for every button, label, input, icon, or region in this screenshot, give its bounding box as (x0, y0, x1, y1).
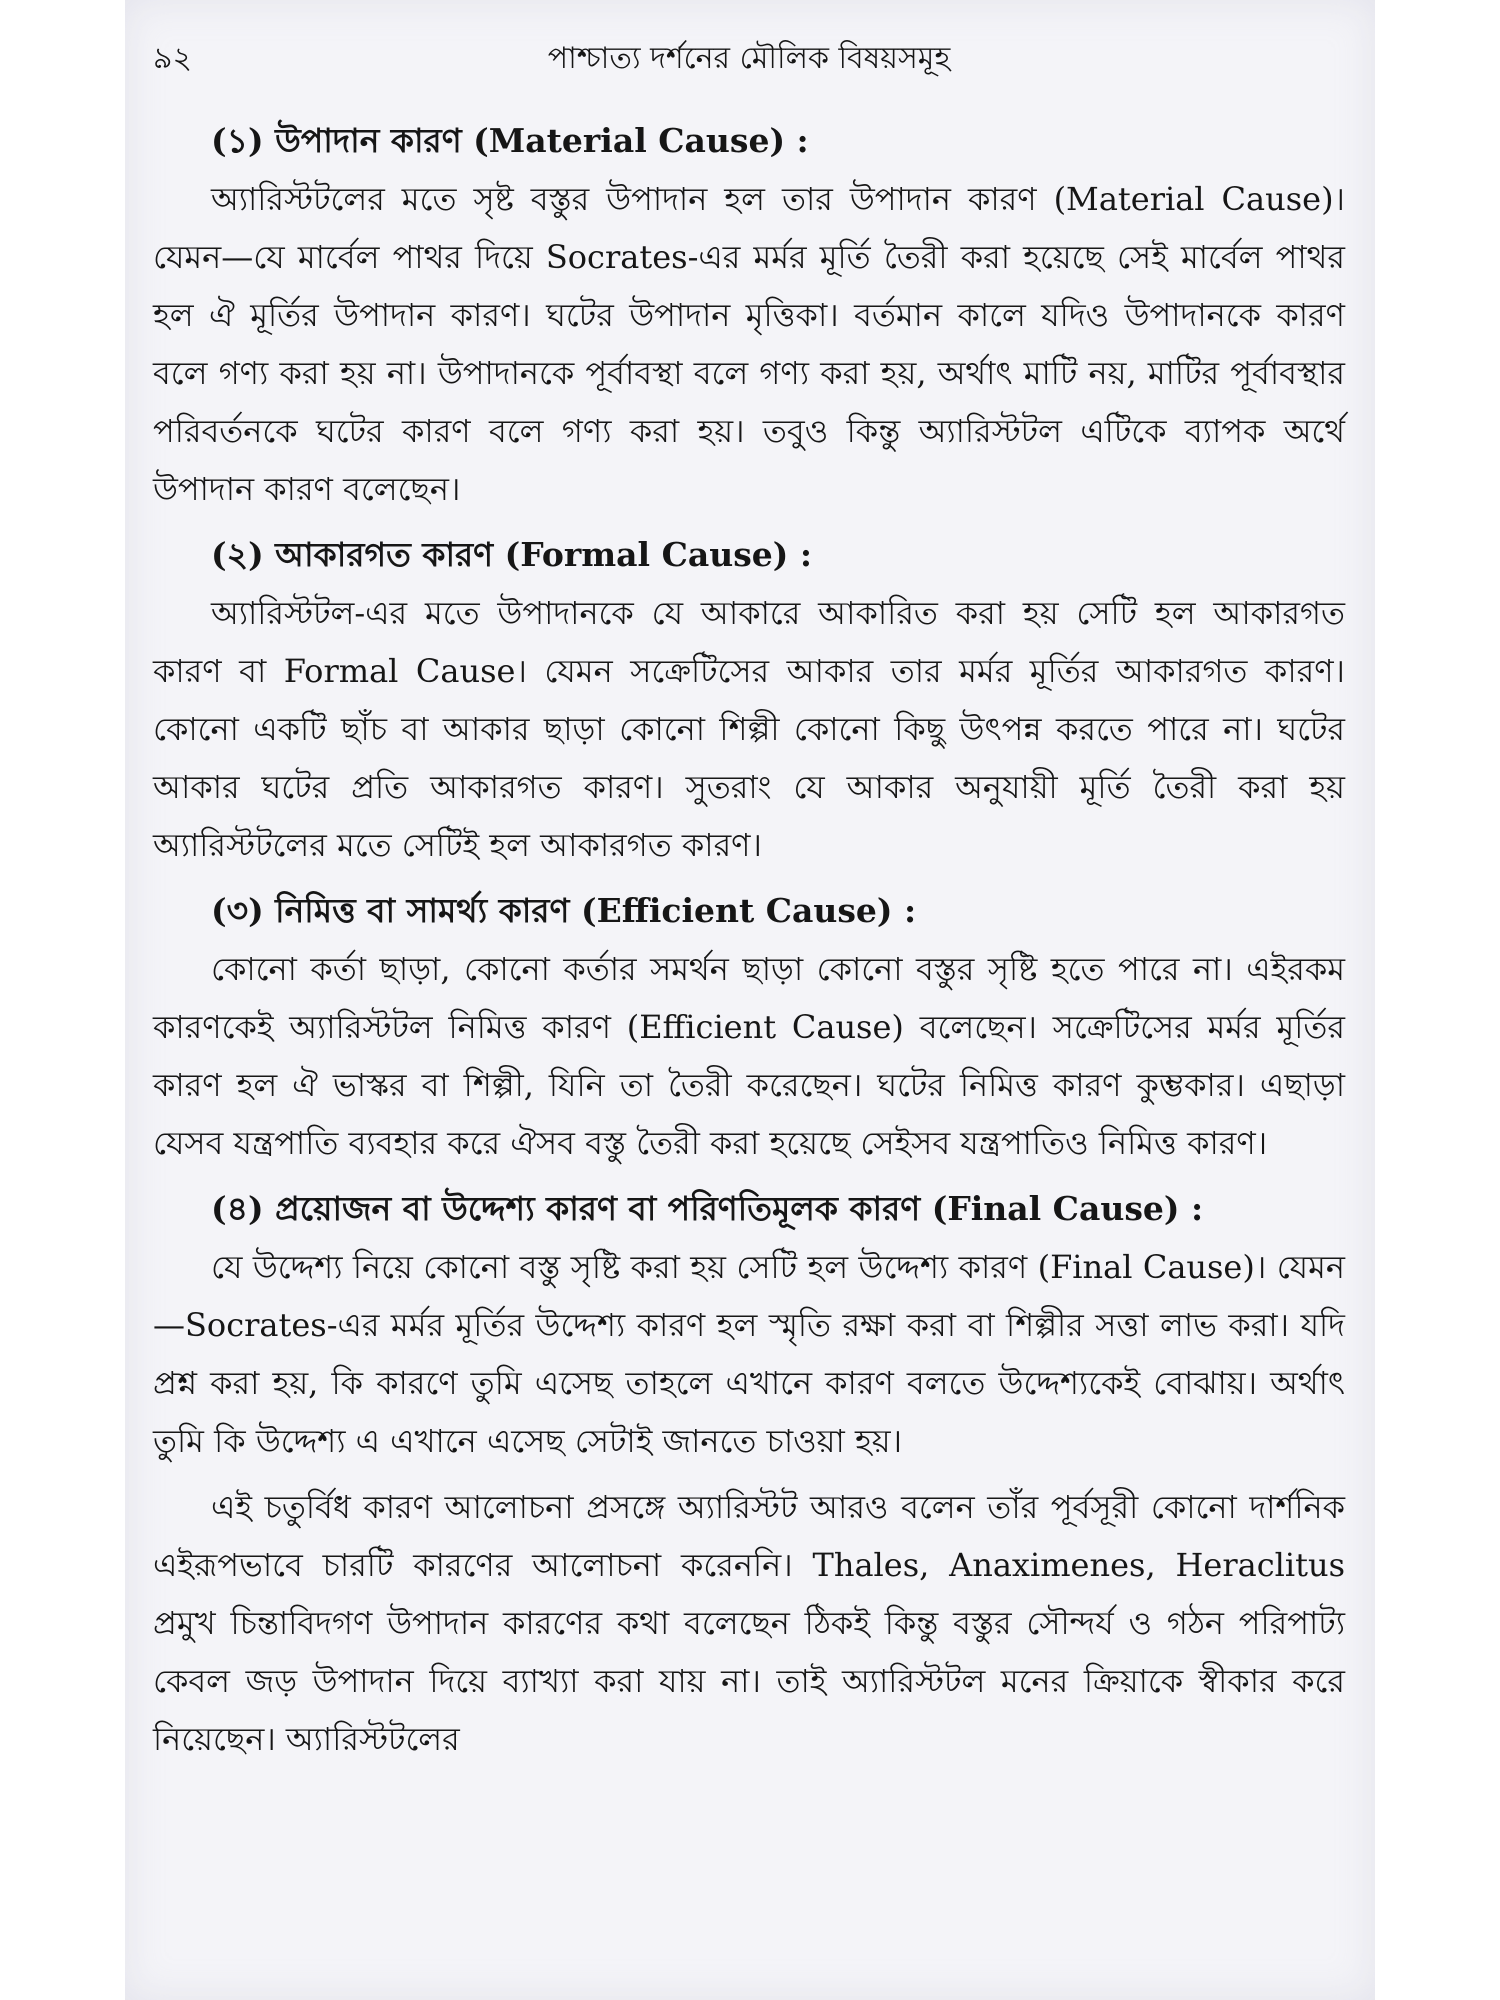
section-heading-material-cause: (১) উপাদান কারণ (Material Cause) : (211, 121, 809, 160)
section-paragraph-efficient-cause: কোনো কর্তা ছাড়া, কোনো কর্তার সমর্থন ছাড়া কোনো বস্তুর সৃষ্টি হতে পারে না। এইরকম কারণকেই অ্যারিস্টটল নিমিত্ত কারণ (Efficient Cause) বলেছেন। সক্রেটিসের মর্মর মূর্তির কারণ হল ঐ ভাস্কর বা শিল্পী, যিনি তা তৈরী করেছেন। ঘটের নিমিত্ত কারণ কুম্ভকার। এছাড়া যেসব যন্ত্রপাতি ব্যবহার করে ঐসব বস্তু তৈরী করা হয়েছে সেইসব যন্ত্রপাতিও নিমিত্ত কারণ। (153, 950, 1345, 1162)
book-page (125, 0, 1375, 2000)
section-heading-final-cause: (৪) প্রয়োজন বা উদ্দেশ্য কারণ বা পরিণতিমূলক কারণ (Final Cause) : (211, 1189, 1204, 1228)
section-heading-formal-cause: (২) আকারগত কারণ (Formal Cause) : (211, 535, 813, 574)
section-heading-efficient-cause: (৩) নিমিত্ত বা সামর্থ্য কারণ (Efficient Cause) : (211, 891, 917, 930)
page-number: ৯২ (153, 41, 192, 76)
section-paragraph-material-cause: অ্যারিস্টটলের মতে সৃষ্ট বস্তুর উপাদান হল তার উপাদান কারণ (Material Cause)। যেমন—যে মার্বেল পাথর দিয়ে Socrates-এর মর্মর মূর্তি তৈরী করা হয়েছে সেই মার্বেল পাথর হল ঐ মূর্তির উপাদান কারণ। ঘটের উপাদান মৃত্তিকা। বর্তমান কালে যদিও উপাদানকে কারণ বলে গণ্য করা হয় না। উপাদানকে পূর্বাবস্থা বলে গণ্য করা হয়, অর্থাৎ মাটি নয়, মাটির পূর্বাবস্থার পরিবর্তনকে ঘটের কারণ বলে গণ্য করা হয়। তবুও কিন্তু অ্যারিস্টটল এটিকে ব্যাপক অর্থে উপাদান কারণ বলেছেন। (153, 180, 1345, 508)
body-text (153, 112, 1345, 1768)
section-paragraph-final-cause: যে উদ্দেশ্য নিয়ে কোনো বস্তু সৃষ্টি করা হয় সেটি হল উদ্দেশ্য কারণ (Final Cause)। যেমন—Socrates-এর মর্মর মূর্তির উদ্দেশ্য কারণ হল স্মৃতি রক্ষা করা বা শিল্পীর সত্তা লাভ করা। যদি প্রশ্ন করা হয়, কি কারণে তুমি এসেছ তাহলে এখানে কারণ বলতে উদ্দেশ্যকেই বোঝায়। অর্থাৎ তুমি কি উদ্দেশ্য এ এখানে এসেছ সেটাই জানতে চাওয়া হয়। (153, 1248, 1345, 1460)
closing-paragraph: এই চতুর্বিধ কারণ আলোচনা প্রসঙ্গে অ্যারিস্টট আরও বলেন তাঁর পূর্বসূরী কোনো দার্শনিক এইরূপভাবে চারটি কারণের আলোচনা করেননি। Thales, Anaximenes, Heraclitus প্রমুখ চিন্তাবিদগণ উপাদান কারণের কথা বলেছেন ঠিকই কিন্তু বস্তুর সৌন্দর্য ও গঠন পরিপাট্য কেবল জড় উপাদান দিয়ে ব্যাখ্যা করা যায় না। তাই অ্যারিস্টটল মনের ক্রিয়াকে স্বীকার করে নিয়েছেন। অ্যারিস্টটলের (153, 1488, 1345, 1758)
running-title: পাশ্চাত্য দর্শনের মৌলিক বিষয়সমূহ (547, 41, 951, 76)
section-paragraph-formal-cause: অ্যারিস্টটল-এর মতে উপাদানকে যে আকারে আকারিত করা হয় সেটি হল আকারগত কারণ বা Formal Cause। যেমন সক্রেটিসের আকার তার মর্মর মূর্তির আকারগত কারণ। কোনো একটি ছাঁচ বা আকার ছাড়া কোনো শিল্পী কোনো কিছু উৎপন্ন করতে পারে না। ঘটের আকার ঘটের প্রতি আকারগত কারণ। সুতরাং যে আকার অনুযায়ী মূর্তি তৈরী করা হয় অ্যারিস্টটলের মতে সেটিই হল আকারগত কারণ। (153, 594, 1345, 864)
page-header (153, 34, 1345, 84)
